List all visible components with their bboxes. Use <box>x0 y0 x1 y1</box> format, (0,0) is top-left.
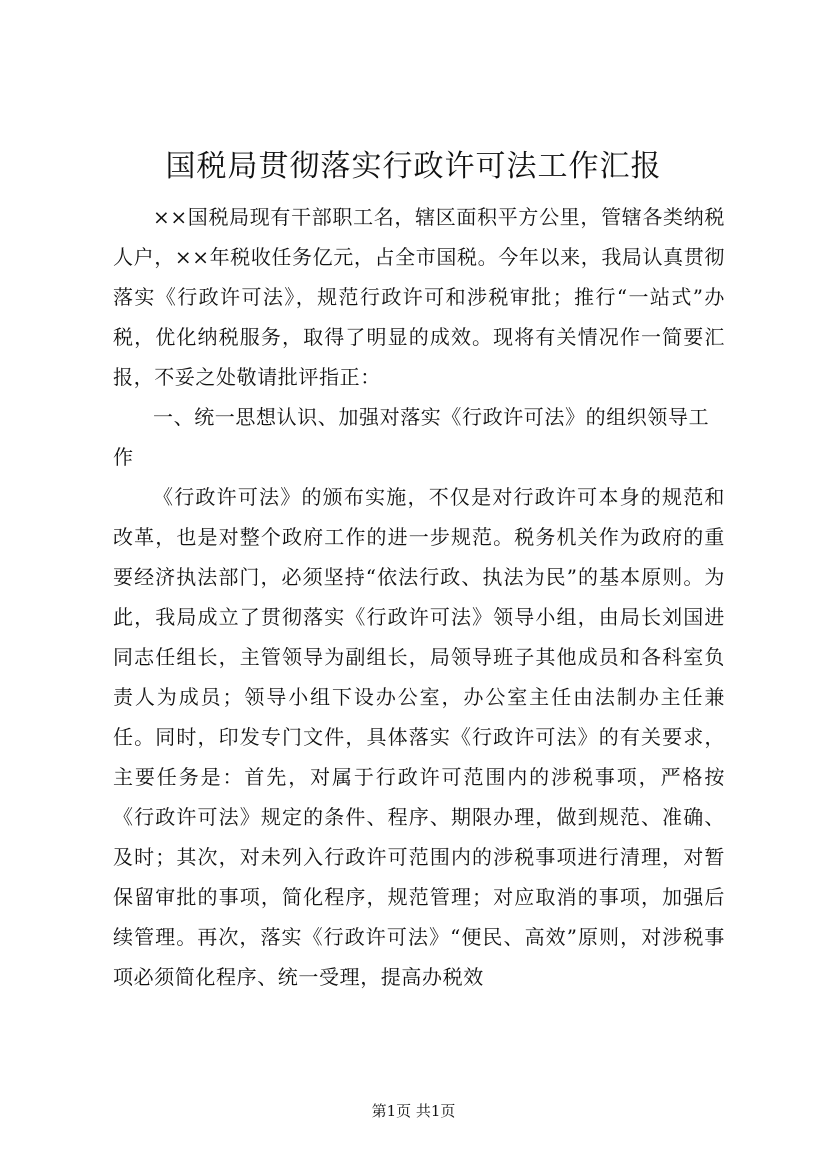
section-heading-1: 一、统一思想认识、加强对落实《行政许可法》的组织领导工作 <box>113 405 710 469</box>
intro-paragraph: ××国税局现有干部职工名，辖区面积平方公里，管辖各类纳税人户，××年税收任务亿元，占全市国税。今年以来，我局认真贯彻落实《行政许可法》，规范行政许可和涉税审批；推行“一站式”办税，优化纳税服务，取得了明显的成效。现将有关情况作一简要汇报，不妥之处敬请批评指正： <box>113 205 725 389</box>
document-title: 国税局贯彻落实行政许可法工作汇报 <box>165 149 662 184</box>
section-1-paragraph: 《行政许可法》的颁布实施，不仅是对行政许可本身的规范和改革，也是对整个政府工作的进一步规范。税务机关作为政府的重要经济执法部门，必须坚持“依法行政、执法为民”的基本原则。为此，我局成立了贯彻落实《行政许可法》领导小组，由局长刘国进同志任组长，主管领导为副组长，局领导班子其他成员和各科室负责人为成员；领导小组下设办公室，办公室主任由法制办主任兼任。同时，印发专门文件，具体落实《行政许可法》的有关要求，主要任务是：首先，对属于行政许可范围内的涉税事项，严格按《行政许可法》规定的条件、程序、期限办理，做到规范、准确、及时；其次，对未列入行政许可范围内的涉税事项进行清理，对暂保留审批的事项，简化程序，规范管理；对应取消的事项，加强后续管理。再次，落实《行政许可法》“便民、高效”原则，对涉税事项必须简化程序、统一受理，提高办税效 <box>113 485 725 989</box>
page-number-footer: 第1页 共1页 <box>371 1102 456 1120</box>
document-body <box>113 197 725 997</box>
